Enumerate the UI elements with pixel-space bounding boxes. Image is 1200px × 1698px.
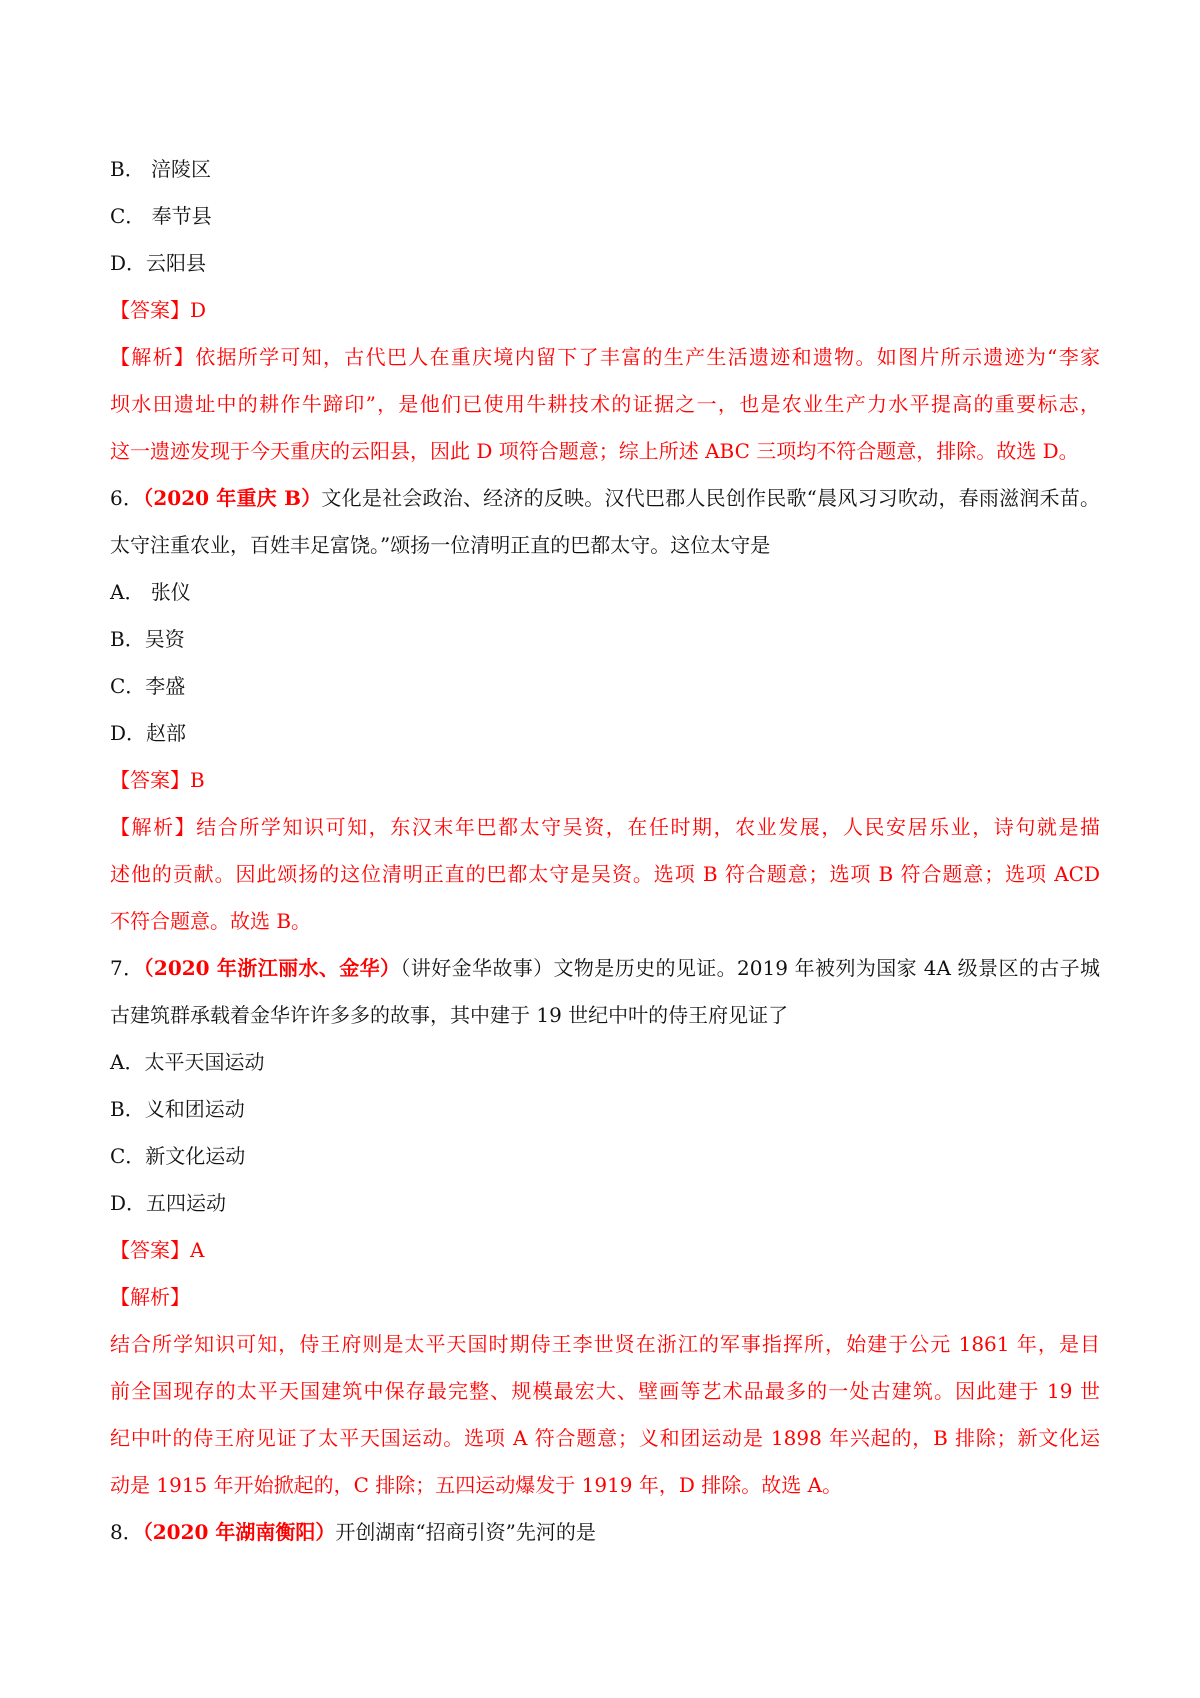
option-d: D．五四运动 <box>110 1191 227 1215</box>
analysis-text: 结合所学知识可知，东汉末年巴都太守吴资，在任时期，农业发展，人民安居乐业，诗句就是描 <box>196 815 1101 839</box>
analysis-tag: 【解析】 <box>110 815 197 839</box>
answer-value: B <box>190 768 205 792</box>
answer-value: A <box>190 1238 205 1262</box>
answer-value: D <box>190 298 207 322</box>
analysis-line <box>110 804 1100 851</box>
analysis-tag-line: 【解析】 <box>110 1285 190 1309</box>
question-number: 8． <box>110 1520 143 1544</box>
option-b: B．吴资 <box>110 627 185 651</box>
stem-text: （讲好金华故事）文物是历史的见证。2019 年被列为国家 4A 级景区的古子城 <box>400 956 1100 980</box>
page-content <box>110 146 1100 1556</box>
answer-line <box>110 287 1100 334</box>
question-stem <box>110 945 1100 992</box>
question-source: （2020 年浙江丽水、金华） <box>143 956 401 980</box>
stem-text: 文化是社会政治、经济的反映。汉代巴郡人民创作民歌“晨风习习吹动，春雨滋润禾苗。 <box>321 486 1100 510</box>
question-source: （2020 年湖南衡阳） <box>142 1520 336 1544</box>
analysis-line: 不符合题意。故选 B。 <box>110 909 312 933</box>
question-source: （2020 年重庆 B） <box>143 486 322 510</box>
analysis-line: 前全国现存的太平天国建筑中保存最完整、规模最宏大、壁画等艺术品最多的一处古建筑。因此建于 19 世 <box>110 1379 1100 1403</box>
answer-tag: 【答案】 <box>110 768 190 792</box>
option-d: D．赵部 <box>110 721 187 745</box>
answer-line <box>110 1227 1100 1274</box>
option-b: B． 涪陵区 <box>110 157 212 181</box>
analysis-text: 依据所学可知，古代巴人在重庆境内留下了丰富的生产生活遗迹和遗物。如图片所示遗迹为“李家 <box>195 345 1100 369</box>
option-d: D．云阳县 <box>110 251 207 275</box>
question-stem <box>110 1509 1100 1556</box>
question-stem <box>110 475 1100 522</box>
answer-tag: 【答案】 <box>110 1238 190 1262</box>
analysis-line <box>110 334 1100 381</box>
question-stem-line: 古建筑群承载着金华许许多多的故事，其中建于 19 世纪中叶的侍王府见证了 <box>110 1003 789 1027</box>
option-c: C．李盛 <box>110 674 186 698</box>
analysis-line: 述他的贡献。因此颂扬的这位清明正直的巴都太守是吴资。选项 B 符合题意；选项 B 符合题意；选项 ACD <box>110 862 1100 886</box>
option-a: A． 张仪 <box>110 580 191 604</box>
option-a: A．太平天国运动 <box>110 1050 265 1074</box>
analysis-line: 纪中叶的侍王府见证了太平天国运动。选项 A 符合题意；义和团运动是 1898 年兴起的，B 排除；新文化运 <box>110 1426 1100 1450</box>
answer-tag: 【答案】 <box>110 298 190 322</box>
analysis-line: 动是 1915 年开始掀起的，C 排除；五四运动爆发于 1919 年，D 排除。故选 A。 <box>110 1473 843 1497</box>
analysis-line: 结合所学知识可知，侍王府则是太平天国时期侍王李世贤在浙江的军事指挥所，始建于公元 1861 年，是目 <box>110 1332 1100 1356</box>
question-number: 6． <box>110 486 144 510</box>
stem-text: 开创湖南“招商引资”先河的是 <box>335 1520 596 1544</box>
analysis-line: 坝水田遗址中的耕作牛蹄印”，是他们已使用牛耕技术的证据之一，也是农业生产力水平提高的重要标志， <box>110 392 1100 416</box>
question-number: 7． <box>110 956 144 980</box>
option-c: C． 奉节县 <box>110 204 212 228</box>
analysis-tag: 【解析】 <box>110 345 196 369</box>
answer-line <box>110 757 1100 804</box>
option-c: C．新文化运动 <box>110 1144 246 1168</box>
question-stem-line: 太守注重农业，百姓丰足富饶。”颂扬一位清明正直的巴都太守。这位太守是 <box>110 533 771 557</box>
analysis-line: 这一遗迹发现于今天重庆的云阳县，因此 D 项符合题意；综上所述 ABC 三项均不符合题意，排除。故选 D。 <box>110 439 1079 463</box>
option-b: B．义和团运动 <box>110 1097 245 1121</box>
